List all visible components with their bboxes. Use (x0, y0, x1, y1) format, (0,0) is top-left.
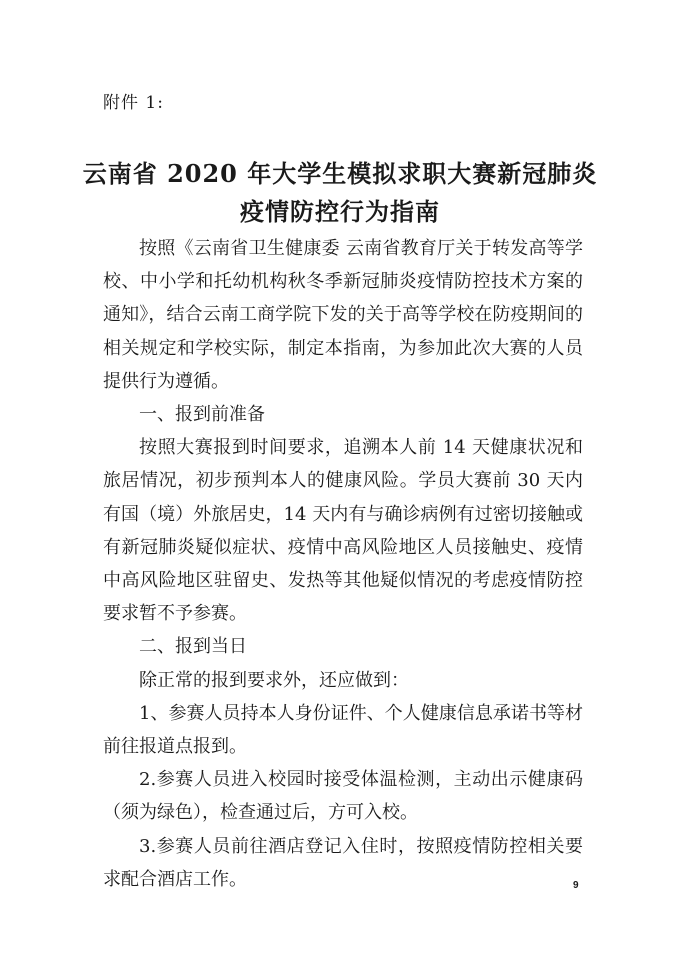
registration-day-intro: 除正常的报到要求外，还应做到： (139, 669, 409, 691)
section-heading-before-registration: 一、报到前准备 (139, 404, 265, 426)
intro-paragraph: 按照《云南省卫生健康委 云南省教育厅关于转发高等学校、中小学和托幼机构秋冬季新冠肺炎疫情防控技术方案的通知》，结合云南工商学院下发的关于高等学校在防疫期间的相关规定和学校实际，制定本指南，为参加此次大赛的人员提供行为遵循。 (103, 238, 583, 392)
document-title-line-1: 云南省 2020 年大学生模拟求职大赛新冠肺炎 (82, 159, 598, 188)
page-number: 9 (573, 880, 579, 891)
list-item-2: 2.参赛人员进入校园时接受体温检测，主动出示健康码（须为绿色），检查通过后，方可入校。 (103, 769, 583, 824)
document-title-line-2: 疫情防控行为指南 (240, 197, 440, 226)
list-item-1: 1、参赛人员持本人身份证件、个人健康信息承诺书等材前往报道点报到。 (103, 702, 583, 758)
before-registration-paragraph: 按照大赛报到时间要求，追溯本人前 14 天健康状况和旅居情况，初步预判本人的健康风险。学员大赛前 30 天内有国（境）外旅居史，14 天内有与确诊病例有过密切接触或有新冠肺炎疑似症状、疫情中高风险地区人员接触史、疫情中高风险地区驻留史、发热等其他疑似情况的考虑疫情防控要求暂不予参赛。 (103, 437, 583, 625)
section-heading-registration-day: 二、报到当日 (139, 636, 247, 658)
attachment-label: 附件 1: (103, 93, 164, 113)
document-body (103, 232, 583, 896)
list-item-3: 3.参赛人员前往酒店登记入住时，按照疫情防控相关要求配合酒店工作。 (103, 835, 583, 890)
